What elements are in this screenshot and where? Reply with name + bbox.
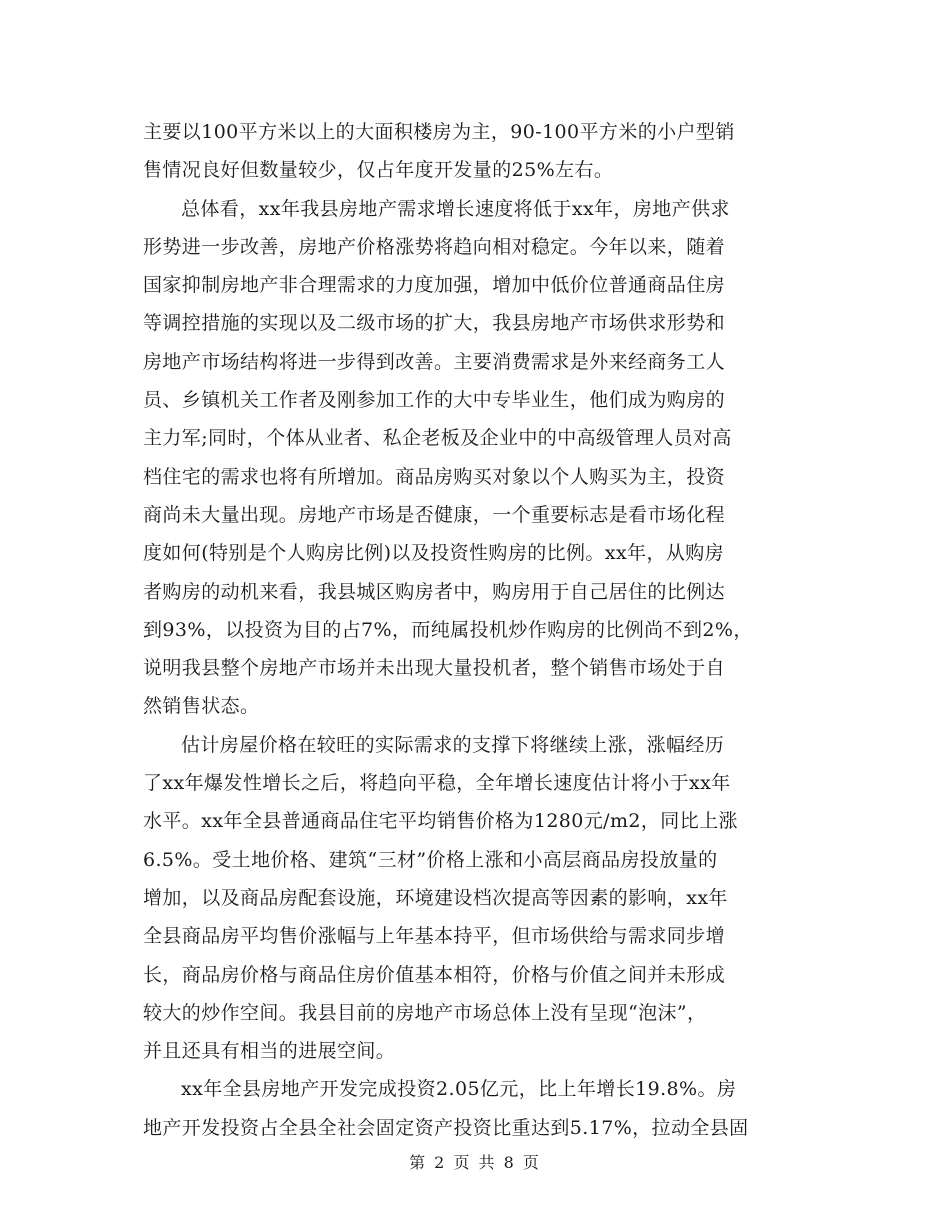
text-line: 然销售状态。 bbox=[143, 695, 260, 718]
text-line: 了xx年爆发性增长之后，将趋向平稳，全年增长速度估计将小于xx年 bbox=[143, 772, 731, 795]
text-line: 房地产市场结构将进一步得到改善。主要消费需求是外来经商务工人 bbox=[143, 350, 726, 373]
paragraph bbox=[143, 190, 810, 726]
text-line: 说明我县整个房地产市场并未出现大量投机者，整个销售市场处于自 bbox=[143, 657, 726, 680]
page-number-footer: 第 2 页 共 8 页 bbox=[409, 1153, 541, 1172]
text-line: 水平。xx年全县普通商品住宅平均销售价格为1280元/m2，同比上涨 bbox=[143, 810, 738, 833]
text-line: 增加，以及商品房配套设施，环境建设档次提高等因素的影响，xx年 bbox=[143, 886, 728, 909]
text-line: 主力军;同时，个体从业者、私企老板及企业中的中高级管理人员对高 bbox=[143, 427, 732, 450]
text-line: 商尚未大量出现。房地产市场是否健康，一个重要标志是看市场化程 bbox=[143, 503, 726, 526]
text-line: 总体看，xx年我县房地产需求增长速度将低于xx年，房地产供求 bbox=[181, 197, 730, 220]
text-line: 售情况良好但数量较少，仅占年度开发量的25%左右。 bbox=[143, 159, 614, 182]
text-line: 全县商品房平均售价涨幅与上年基本持平，但市场供给与需求同步增 bbox=[143, 925, 726, 948]
text-line: 员、乡镇机关工作者及刚参加工作的大中专毕业生，他们成为购房的 bbox=[143, 389, 726, 412]
text-line: 到93%，以投资为目的占7%，而纯属投机炒作购房的比例尚不到2%， bbox=[143, 618, 753, 641]
document-body bbox=[143, 113, 810, 1147]
paragraph bbox=[143, 113, 810, 190]
text-line: 6.5%。受土地价格、建筑“三材”价格上涨和小高层商品房投放量的 bbox=[143, 848, 718, 871]
text-line: 主要以100平方米以上的大面积楼房为主，90-100平方米的小户型销 bbox=[143, 121, 735, 143]
text-line: 度如何(特别是个人购房比例)以及投资性购房的比例。xx年，从购房 bbox=[143, 542, 725, 565]
text-line: 并且还具有相当的进展空间。 bbox=[143, 1040, 396, 1063]
paragraph bbox=[143, 726, 810, 1071]
text-line: 估计房屋价格在较旺的实际需求的支撑下将继续上涨，涨幅经历 bbox=[181, 733, 725, 756]
text-line: 地产开发投资占全县全社会固定资产投资比重达到5.17%，拉动全县固 bbox=[143, 1116, 749, 1139]
text-line: 者购房的动机来看，我县城区购房者中，购房用于自己居住的比例达 bbox=[143, 580, 726, 603]
text-line: xx年全县房地产开发完成投资2.05亿元，比上年增长19.8%。房 bbox=[181, 1078, 737, 1101]
text-line: 较大的炒作空间。我县目前的房地产市场总体上没有呈现“泡沫”， bbox=[143, 1001, 707, 1024]
text-line: 形势进一步改善，房地产价格涨势将趋向相对稳定。今年以来，随着 bbox=[143, 235, 726, 258]
text-line: 档住宅的需求也将有所增加。商品房购买对象以个人购买为主，投资 bbox=[143, 465, 726, 488]
text-line: 国家抑制房地产非合理需求的力度加强，增加中低价位普通商品住房 bbox=[143, 274, 726, 297]
paragraph bbox=[143, 1070, 810, 1147]
text-line: 等调控措施的实现以及二级市场的扩大，我县房地产市场供求形势和 bbox=[143, 312, 726, 335]
text-line: 长，商品房价格与商品住房价值基本相符，价格与价值之间并未形成 bbox=[143, 963, 726, 986]
